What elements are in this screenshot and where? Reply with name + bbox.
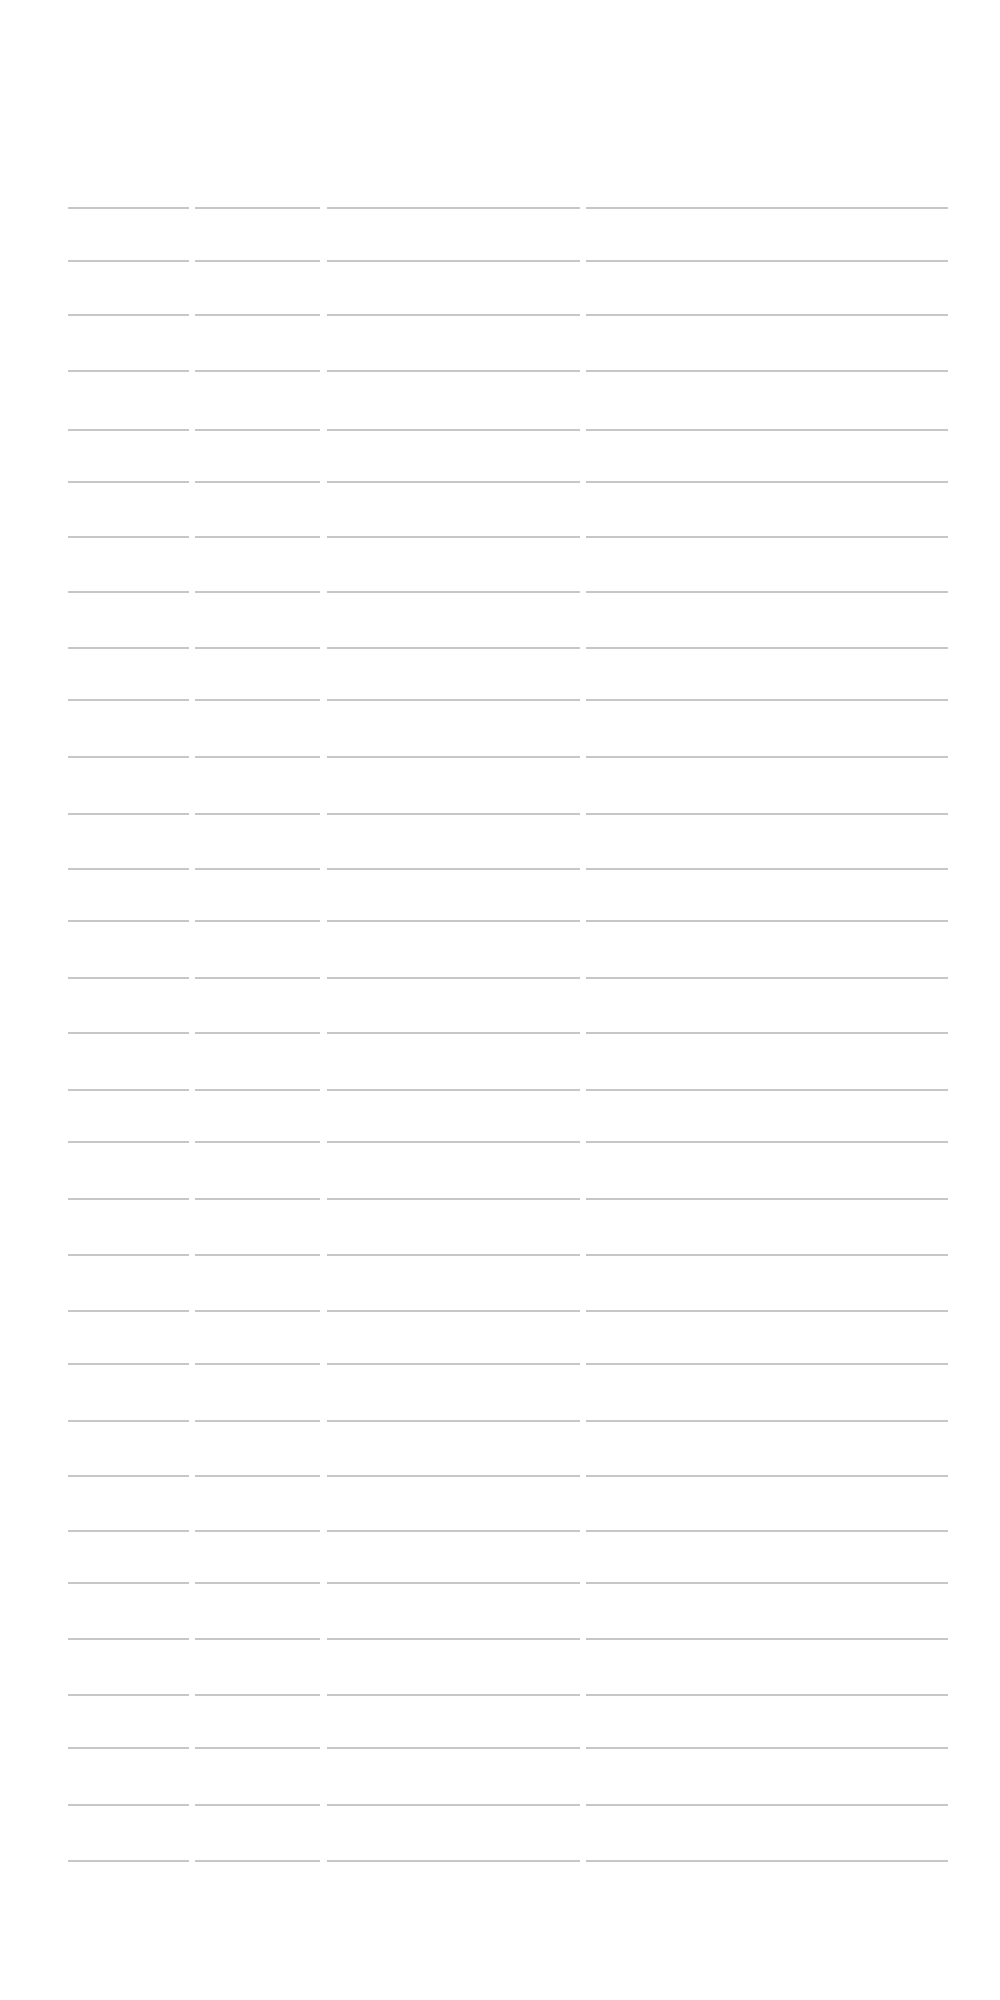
row-rule-col-2 [195,1582,320,1584]
row-rule-col-3 [327,1804,580,1806]
row-rule-col-3 [327,1310,580,1312]
row-rule-col-3 [327,1530,580,1532]
row-rule-col-1 [68,1141,189,1143]
row-rule-col-4 [586,207,948,209]
row-rule-col-4 [586,647,948,649]
row-rule-col-3 [327,647,580,649]
row-rule-col-2 [195,591,320,593]
row-rule-col-1 [68,481,189,483]
row-rule-col-4 [586,1475,948,1477]
row-rule-col-4 [586,1582,948,1584]
row-rule-col-2 [195,370,320,372]
row-rule-col-3 [327,314,580,316]
row-rule-col-3 [327,920,580,922]
row-rule-col-4 [586,1089,948,1091]
row-rule-col-2 [195,1694,320,1696]
row-rule-col-2 [195,868,320,870]
row-rule-col-1 [68,1310,189,1312]
row-rule-col-2 [195,813,320,815]
row-rule-col-1 [68,1475,189,1477]
row-rule-col-4 [586,868,948,870]
row-rule-col-4 [586,977,948,979]
row-rule-col-4 [586,1420,948,1422]
row-rule-col-2 [195,756,320,758]
row-rule-col-3 [327,1747,580,1749]
row-rule-col-3 [327,207,580,209]
row-rule-col-4 [586,536,948,538]
row-rule-col-1 [68,207,189,209]
row-rule-col-1 [68,370,189,372]
row-rule-col-3 [327,1089,580,1091]
row-rule-col-4 [586,591,948,593]
row-rule-col-1 [68,314,189,316]
row-rule-col-2 [195,1420,320,1422]
row-rule-col-4 [586,314,948,316]
row-rule-col-4 [586,756,948,758]
row-rule-col-1 [68,699,189,701]
row-rule-col-1 [68,429,189,431]
row-rule-col-1 [68,591,189,593]
row-rule-col-2 [195,647,320,649]
row-rule-col-2 [195,1089,320,1091]
row-rule-col-4 [586,429,948,431]
row-rule-col-3 [327,429,580,431]
row-rule-col-2 [195,1198,320,1200]
row-rule-col-2 [195,1032,320,1034]
row-rule-col-2 [195,429,320,431]
row-rule-col-1 [68,1363,189,1365]
row-rule-col-1 [68,920,189,922]
row-rule-col-2 [195,1530,320,1532]
row-rule-col-4 [586,1032,948,1034]
row-rule-col-1 [68,868,189,870]
row-rule-col-1 [68,1747,189,1749]
row-rule-col-1 [68,1530,189,1532]
row-rule-col-3 [327,868,580,870]
row-rule-col-2 [195,920,320,922]
row-rule-col-1 [68,1254,189,1256]
row-rule-col-2 [195,1475,320,1477]
row-rule-col-4 [586,813,948,815]
row-rule-col-3 [327,1638,580,1640]
row-rule-col-4 [586,260,948,262]
row-rule-col-2 [195,1363,320,1365]
row-rule-col-3 [327,977,580,979]
row-rule-col-1 [68,536,189,538]
row-rule-col-3 [327,1860,580,1862]
row-rule-col-1 [68,1420,189,1422]
row-rule-col-2 [195,1254,320,1256]
row-rule-col-1 [68,1089,189,1091]
row-rule-col-3 [327,1032,580,1034]
row-rule-col-2 [195,1638,320,1640]
empty-table [68,0,948,2000]
row-rule-col-3 [327,1254,580,1256]
row-rule-col-1 [68,1582,189,1584]
row-rule-col-2 [195,1804,320,1806]
row-rule-col-4 [586,1530,948,1532]
row-rule-col-2 [195,977,320,979]
row-rule-col-4 [586,1198,948,1200]
row-rule-col-4 [586,1141,948,1143]
row-rule-col-4 [586,1310,948,1312]
row-rule-col-3 [327,756,580,758]
row-rule-col-1 [68,813,189,815]
row-rule-col-4 [586,699,948,701]
row-rule-col-3 [327,1582,580,1584]
row-rule-col-3 [327,481,580,483]
row-rule-col-4 [586,1694,948,1696]
row-rule-col-2 [195,314,320,316]
row-rule-col-3 [327,536,580,538]
row-rule-col-2 [195,260,320,262]
row-rule-col-1 [68,1638,189,1640]
row-rule-col-3 [327,699,580,701]
row-rule-col-1 [68,1198,189,1200]
row-rule-col-4 [586,370,948,372]
row-rule-col-3 [327,1363,580,1365]
row-rule-col-3 [327,1198,580,1200]
row-rule-col-3 [327,260,580,262]
row-rule-col-3 [327,1141,580,1143]
row-rule-col-1 [68,977,189,979]
row-rule-col-4 [586,1747,948,1749]
row-rule-col-1 [68,1860,189,1862]
row-rule-col-1 [68,1804,189,1806]
row-rule-col-4 [586,1638,948,1640]
row-rule-col-3 [327,1475,580,1477]
row-rule-col-1 [68,1694,189,1696]
row-rule-col-2 [195,1310,320,1312]
row-rule-col-4 [586,1804,948,1806]
row-rule-col-1 [68,647,189,649]
row-rule-col-1 [68,1032,189,1034]
row-rule-col-1 [68,756,189,758]
row-rule-col-2 [195,481,320,483]
row-rule-col-3 [327,591,580,593]
row-rule-col-3 [327,370,580,372]
row-rule-col-2 [195,207,320,209]
row-rule-col-4 [586,1860,948,1862]
row-rule-col-2 [195,1747,320,1749]
row-rule-col-2 [195,1860,320,1862]
row-rule-col-3 [327,1420,580,1422]
row-rule-col-4 [586,1363,948,1365]
row-rule-col-2 [195,1141,320,1143]
row-rule-col-4 [586,481,948,483]
row-rule-col-1 [68,260,189,262]
row-rule-col-2 [195,699,320,701]
row-rule-col-4 [586,1254,948,1256]
row-rule-col-3 [327,813,580,815]
row-rule-col-4 [586,920,948,922]
row-rule-col-2 [195,536,320,538]
row-rule-col-3 [327,1694,580,1696]
